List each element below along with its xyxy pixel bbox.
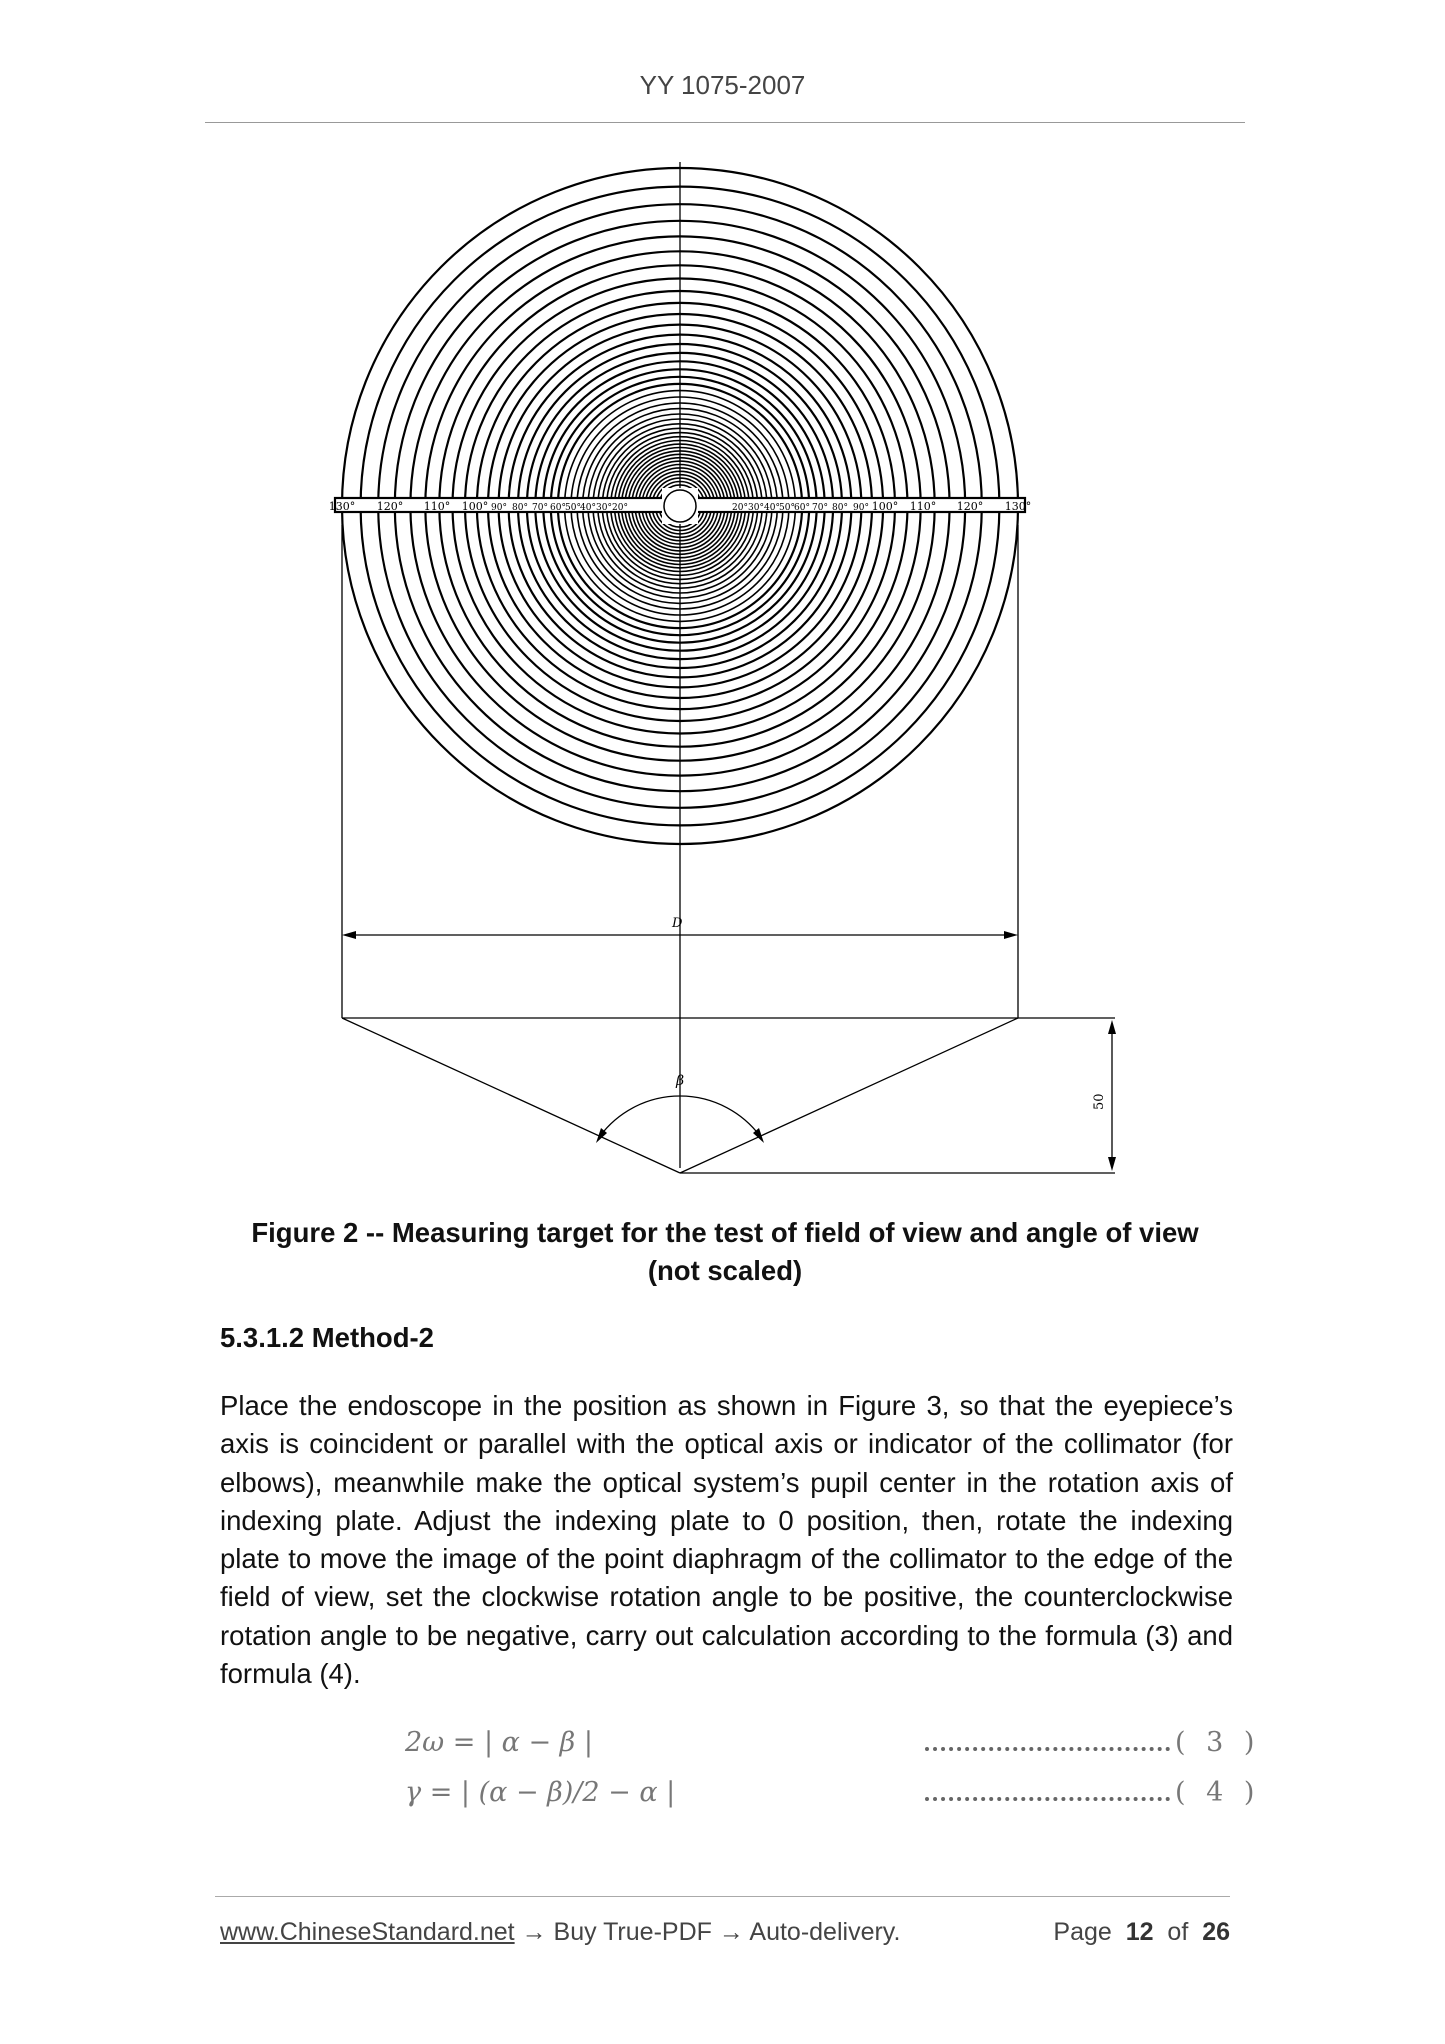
header-divider <box>205 122 1245 123</box>
left-cone-line <box>342 1018 680 1173</box>
figure-caption <box>215 1214 1235 1290</box>
angle-label: 40° <box>580 503 596 513</box>
page-footer <box>220 1918 1230 1947</box>
angle-label: 40° <box>764 503 780 513</box>
page-word: Page <box>1053 1918 1112 1946</box>
diameter-arrow-right <box>1004 931 1018 939</box>
angle-label: 70° <box>812 503 828 513</box>
document-id: YY 1075-2007 <box>639 70 806 100</box>
right-cone-line <box>680 1018 1018 1173</box>
formula-3-leader <box>925 1741 1170 1751</box>
angle-label: 100° <box>871 500 899 513</box>
angle-label: 120° <box>376 500 404 513</box>
formula-4-number: ( 4 ) <box>1175 1777 1261 1808</box>
angle-label: 20° <box>732 503 748 513</box>
angle-label: 50° <box>779 503 795 513</box>
angle-label: 90° <box>853 503 869 513</box>
footer-divider <box>215 1896 1230 1897</box>
angle-label: 90° <box>491 503 507 513</box>
height-arrow-bottom <box>1108 1157 1116 1171</box>
center-hole-ring <box>664 490 696 522</box>
angle-label: 20° <box>612 503 628 513</box>
of-word: of <box>1167 1918 1189 1946</box>
method-paragraph: Place the endoscope in the position as shown in Figure 3, so that the eyepiece’s axis is coincident or parallel with the optical axis or indicator of the collimator (for elbows), meanwhile make the optical system’s pupil center in the rotation axis of indexing plate. Adjust the indexing plate to 0 position, then, rotate the indexing plate to move the image of the point diaphragm of the collimator to the edge of the field of view, set the clockwise rotation angle to be positive, the counterclockwise rotation angle to be negative, carry out calculation according to the formula (3) and formula (4). <box>220 1390 1233 1690</box>
caption-line-1: Figure 2 -- Measuring target for the test of field of view and angle of view <box>251 1217 1199 1248</box>
angle-label: 50° <box>565 503 581 513</box>
page-number: 12 <box>1125 1918 1154 1946</box>
angle-label: 120° <box>956 500 984 513</box>
website-link[interactable]: www.ChineseStandard.net <box>220 1918 515 1946</box>
angle-label: 100° <box>461 500 489 513</box>
height-arrow-top <box>1108 1020 1116 1034</box>
angle-label: 30° <box>596 503 612 513</box>
angle-label: 110° <box>423 500 451 513</box>
page-indicator <box>1053 1918 1230 1947</box>
formula-4-expression: γ = | (α − β)/2 − α | <box>405 1777 676 1808</box>
beta-angle-label: β <box>676 1073 685 1089</box>
angle-label: 60° <box>794 503 810 513</box>
angle-label: 110° <box>909 500 937 513</box>
section-heading: 5.3.1.2 Method-2 <box>220 1322 434 1353</box>
arrowheads <box>342 931 1116 1171</box>
angle-label: 80° <box>512 503 528 513</box>
caption-line-2: (not scaled) <box>647 1255 803 1286</box>
angle-label: 130° <box>1004 500 1032 513</box>
construction-lines <box>342 162 1115 1173</box>
diameter-arrow-left <box>342 931 356 939</box>
footer-tagline: → Buy True-PDF → Auto-delivery. <box>514 1918 901 1946</box>
formula-3-number: ( 3 ) <box>1175 1727 1261 1758</box>
angle-label: 70° <box>532 503 548 513</box>
formula-3-expression: 2ω = | α − β | <box>405 1727 593 1758</box>
diameter-label: D <box>672 916 683 931</box>
formula-4-leader <box>925 1791 1170 1801</box>
angle-label: 130° <box>328 500 356 513</box>
angle-label: 30° <box>748 503 764 513</box>
angle-label: 60° <box>550 503 566 513</box>
measuring-target-figure <box>300 140 1150 1190</box>
total-pages: 26 <box>1202 1918 1230 1946</box>
height-dimension-label: 50 <box>1092 1093 1107 1110</box>
angle-label: 80° <box>832 503 848 513</box>
